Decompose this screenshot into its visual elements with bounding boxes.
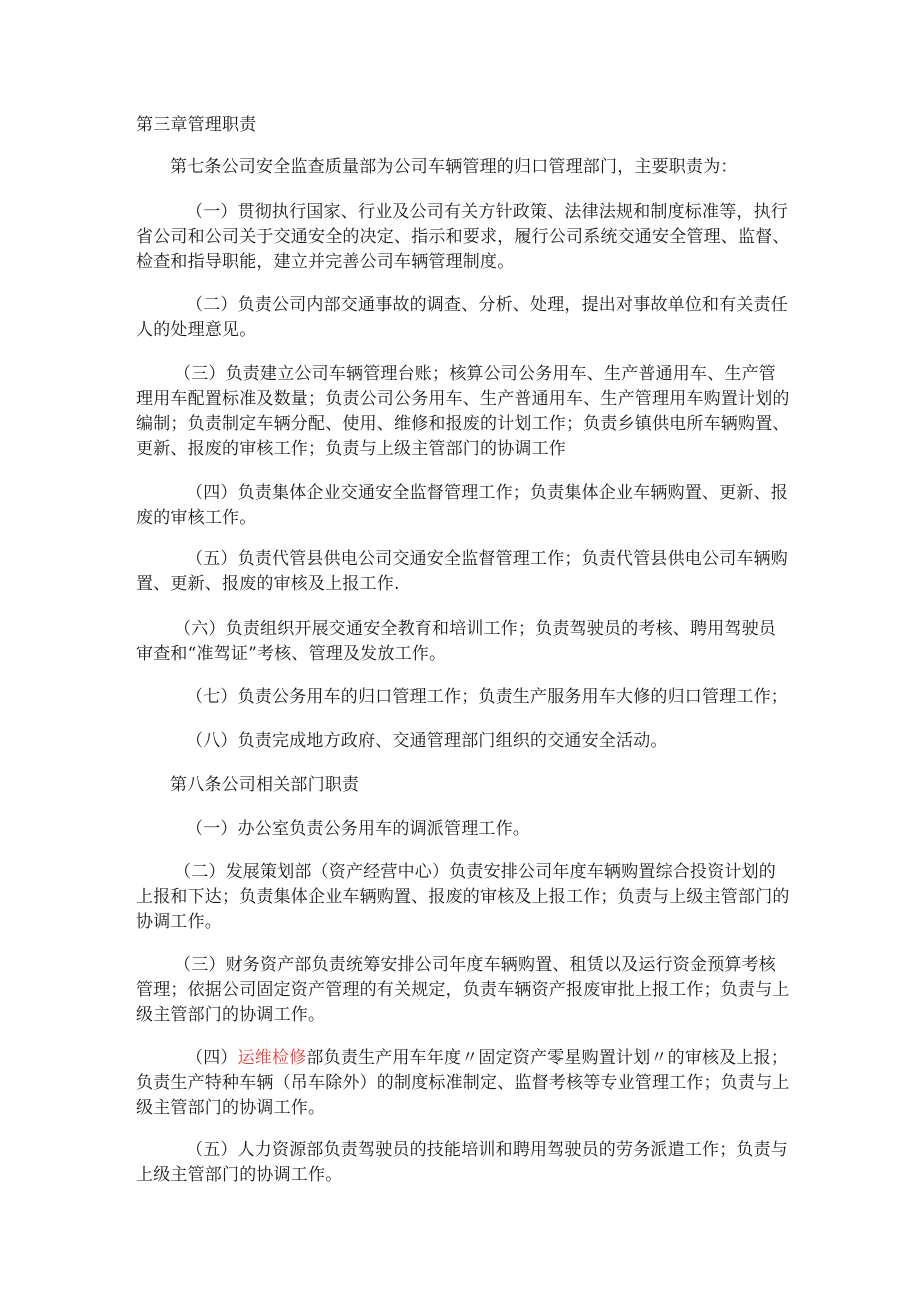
article-8-item-2: （二）发展策划部（资产经营中心）负责安排公司年度车辆购置综合投资计划的上报和下达；负责集体企业车辆购置、报废的审核及上报工作；负责与上级主管部门的协调工作。 — [136, 862, 790, 932]
article-7-item-7: （七）负责公务用车的归口管理工作；负责生产服务用车大修的归口管理工作； — [186, 687, 788, 707]
article-7-item-6: （六）负责组织开展交通安全教育和培训工作；负责驾驶员的考核、聘用驾驶员审查和“准驾证”考核、管理及发放工作。 — [136, 619, 776, 664]
article-8-item-4-prefix: （四） — [186, 1048, 238, 1068]
article-7-item-8: （八）负责完成地方政府、交通管理部门组织的交通安全活动。 — [186, 731, 668, 751]
article-7-item-2: （二）负责公司内部交通事故的调查、分析、处理，提出对事故单位和有关责任人的处理意见。 — [136, 295, 788, 340]
article-8-item-5: （五）人力资源部负责驾驶员的技能培训和聘用驾驶员的劳务派遣工作；负责与上级主管部门的协调工作。 — [136, 1140, 788, 1185]
article-7-heading: 第七条公司安全监查质量部为公司车辆管理的归口管理部门，主要职责为： — [170, 157, 738, 177]
article-7-item-4: （四）负责集体企业交通安全监督管理工作；负责集体企业车辆购置、更新、报废的审核工作。 — [136, 483, 788, 528]
article-8-heading: 第八条公司相关部门职责 — [170, 775, 360, 795]
article-7-item-1: （一）贯彻执行国家、行业及公司有关方针政策、法律法规和制度标准等，执行省公司和公司关于交通安全的决定、指示和要求，履行公司系统交通安全管理、监督、检查和指导职能，建立并完善公司车辆管理制度。 — [136, 202, 790, 272]
article-8-item-4-rest: 部负责生产用车年度〃固定资产零星购置计划〃的审核及上报；负责生产特种车辆（吊车除外）的制度标准制定、监督考核等专业管理工作；负责与上级主管部门的协调工作。 — [136, 1048, 790, 1118]
highlighted-text: 运维检修 — [237, 1048, 307, 1068]
article-8-item-4 — [136, 1046, 790, 1121]
article-8-item-3: （三）财务资产部负责统筹安排公司年度车辆购置、租赁以及运行资金预算考核管理；依据公司固定资产管理的有关规定，负责车辆资产报废审批上报工作；负责与上级主管部门的协调工作。 — [136, 955, 790, 1025]
article-7-item-3: （三）负责建立公司车辆管理台账；核算公司公务用车、生产普通用车、生产管理用车配置标准及数量；负责公司公务用车、生产普通用车、生产管理用车购置计划的编制；负责制定车辆分配、使用、维修和报废的计划工作；负责乡镇供电所车辆购置、更新、报废的审核工作；负责与上级主管部门的协调工作 — [136, 364, 790, 459]
chapter-title: 第三章管理职责 — [136, 115, 257, 135]
article-7-item-5: （五）负责代管县供电公司交通安全监督管理工作；负责代管县供电公司车辆购置、更新、报废的审核及上报工作. — [136, 549, 788, 594]
article-8-item-1: （一）办公室负责公务用车的调派管理工作。 — [186, 819, 530, 839]
